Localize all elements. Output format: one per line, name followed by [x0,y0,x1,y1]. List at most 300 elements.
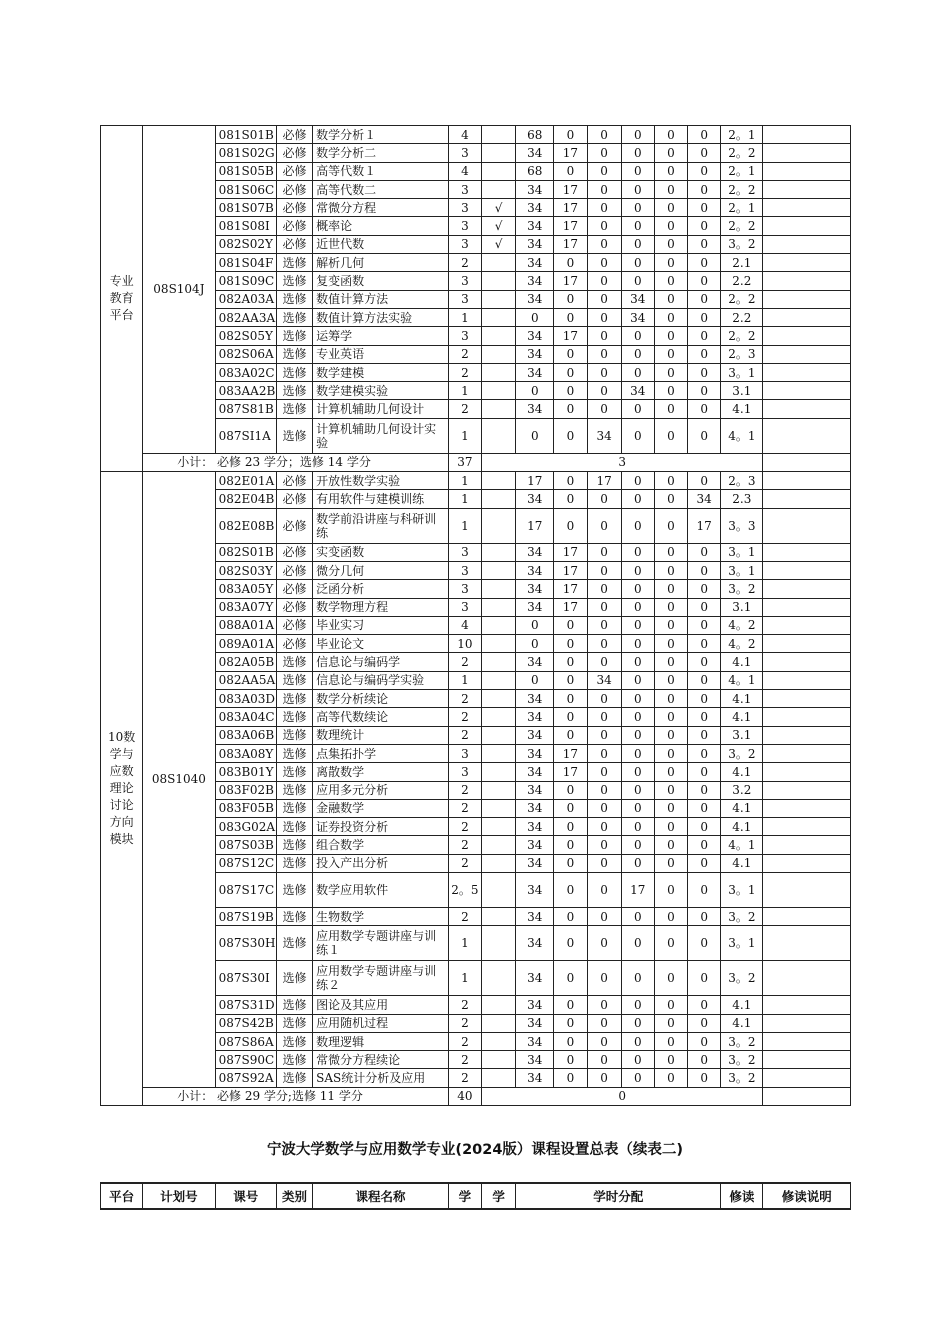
note-cell [763,744,851,762]
hours-computer-cell: 0 [621,726,654,744]
hours-practice-cell: 0 [654,635,687,653]
course-code-cell: 082A05B [215,653,276,671]
table-row [101,472,851,490]
course-type-cell: 选修 [276,726,312,744]
hours-computer-cell: 0 [621,1051,654,1069]
credits-cell: 2 [448,781,481,799]
credits-cell: 2 [448,836,481,854]
course-type-cell: 必修 [276,561,312,579]
course-type-cell: 必修 [276,144,312,162]
credits-cell: 2 [448,345,481,363]
hours-lab-cell: 0 [587,327,621,345]
course-name-cell: 常微分方程 [313,199,449,217]
hours-computer-cell: 0 [621,254,654,272]
hours-extra-cell: 0 [688,272,721,290]
course-code-cell: 083F02B [215,781,276,799]
hours-lecture-cell: 34 [516,561,554,579]
hours-extra-cell: 0 [688,836,721,854]
hours-practice-cell: 0 [654,1069,687,1087]
hours-computer-cell: 0 [621,418,654,453]
note-cell [763,907,851,925]
course-code-cell: 081S09C [215,272,276,290]
credits-cell: 1 [448,382,481,400]
hours-extra-cell: 0 [688,363,721,381]
hours-extra-cell: 0 [688,1069,721,1087]
course-type-cell: 选修 [276,763,312,781]
hours-exercise-cell: 17 [554,763,587,781]
hours-practice-cell: 0 [654,1051,687,1069]
term-cell: 4.1 [721,1014,763,1032]
hours-computer-cell: 0 [621,217,654,235]
hours-computer-cell: 0 [621,1069,654,1087]
hours-lecture-cell: 34 [516,854,554,872]
course-type-cell: 选修 [276,872,312,907]
exam-mark-cell: √ [481,217,515,235]
hours-practice-cell: 0 [654,254,687,272]
hours-practice-cell: 0 [654,290,687,308]
course-name-cell: 常微分方程续论 [313,1051,449,1069]
hours-practice-cell: 0 [654,543,687,561]
hours-computer-cell: 0 [621,818,654,836]
credits-cell: 2 [448,726,481,744]
course-code-cell: 087S03B [215,836,276,854]
hours-computer-cell: 0 [621,907,654,925]
hours-extra-cell: 0 [688,382,721,400]
header-table [100,1182,851,1210]
term-cell: 2。2 [721,180,763,198]
note-cell [763,345,851,363]
hours-practice-cell: 0 [654,926,687,961]
course-type-cell: 选修 [276,818,312,836]
hours-lab-cell: 0 [587,616,621,634]
note-cell [763,382,851,400]
course-type-cell: 选修 [276,418,312,453]
subtotal-note [763,453,851,471]
note-cell [763,162,851,180]
term-cell: 3.2 [721,781,763,799]
hours-lecture-cell: 0 [516,616,554,634]
hours-extra-cell: 0 [688,996,721,1014]
credits-cell: 1 [448,308,481,326]
term-cell: 3。1 [721,543,763,561]
credits-cell: 2 [448,799,481,817]
hours-exercise-cell: 0 [554,708,587,726]
exam-mark-cell [481,653,515,671]
hours-extra-cell: 0 [688,799,721,817]
hours-extra-cell: 0 [688,126,721,144]
term-cell: 3。2 [721,744,763,762]
credits-cell: 1 [448,418,481,453]
course-name-cell: 计算机辅助几何设计 [313,400,449,418]
course-type-cell: 选修 [276,327,312,345]
hours-exercise-cell: 0 [554,382,587,400]
hours-exercise-cell: 0 [554,926,587,961]
exam-mark-cell [481,961,515,996]
course-name-cell: 实变函数 [313,543,449,561]
term-cell: 3。2 [721,1051,763,1069]
hours-extra-cell: 0 [688,671,721,689]
credits-cell: 2 [448,1014,481,1032]
header-name: 课程名称 [313,1183,449,1209]
course-code-cell: 087S31D [215,996,276,1014]
hours-practice-cell: 0 [654,836,687,854]
table-row [101,126,851,144]
exam-mark-cell [481,363,515,381]
hours-exercise-cell: 0 [554,1051,587,1069]
term-cell: 4.1 [721,763,763,781]
course-name-cell: 概率论 [313,217,449,235]
subtotal-credits: 37 [448,453,481,471]
hours-extra-cell: 0 [688,290,721,308]
note-cell [763,580,851,598]
course-name-cell: 开放性数学实验 [313,472,449,490]
term-cell: 2。2 [721,144,763,162]
hours-computer-cell: 0 [621,996,654,1014]
hours-lab-cell: 0 [587,1051,621,1069]
course-type-cell: 选修 [276,781,312,799]
hours-lecture-cell: 34 [516,799,554,817]
hours-exercise-cell: 17 [554,235,587,253]
hours-extra-cell: 0 [688,961,721,996]
course-name-cell: 数学前沿讲座与科研训练 [313,508,449,543]
term-cell: 4。1 [721,671,763,689]
subtotal-row [101,1087,851,1105]
course-code-cell: 087S17C [215,872,276,907]
course-type-cell: 选修 [276,690,312,708]
course-code-cell: 081S04F [215,254,276,272]
course-type-cell: 必修 [276,126,312,144]
hours-computer-cell: 0 [621,616,654,634]
note-cell [763,653,851,671]
hours-lab-cell: 0 [587,290,621,308]
hours-extra-cell: 0 [688,472,721,490]
term-cell: 4。1 [721,836,763,854]
hours-lab-cell: 0 [587,726,621,744]
course-code-cell: 087S92A [215,1069,276,1087]
note-cell [763,144,851,162]
hours-practice-cell: 0 [654,598,687,616]
course-type-cell: 必修 [276,472,312,490]
hours-lab-cell: 0 [587,598,621,616]
course-type-cell: 必修 [276,162,312,180]
course-name-cell: 信息论与编码学实验 [313,671,449,689]
hours-extra-cell: 0 [688,635,721,653]
hours-computer-cell: 0 [621,799,654,817]
term-cell: 3。2 [721,580,763,598]
hours-lab-cell: 0 [587,308,621,326]
hours-extra-cell: 0 [688,543,721,561]
hours-computer-cell: 0 [621,272,654,290]
term-cell: 4.1 [721,799,763,817]
header-exam: 学 [481,1183,515,1209]
term-cell: 3.1 [721,382,763,400]
exam-mark-cell [481,1014,515,1032]
hours-lab-cell: 0 [587,818,621,836]
hours-exercise-cell: 0 [554,690,587,708]
hours-computer-cell: 0 [621,854,654,872]
term-cell: 4.1 [721,708,763,726]
exam-mark-cell [481,763,515,781]
note-cell [763,561,851,579]
subtotal-credits: 40 [448,1087,481,1105]
hours-lecture-cell: 34 [516,363,554,381]
hours-extra-cell: 0 [688,254,721,272]
credits-cell: 2 [448,690,481,708]
course-code-cell: 083A05Y [215,580,276,598]
header-credits: 学 [448,1183,481,1209]
course-code-cell: 087S42B [215,1014,276,1032]
credits-cell: 2。5 [448,872,481,907]
hours-lecture-cell: 34 [516,199,554,217]
note-cell [763,708,851,726]
course-type-cell: 选修 [276,345,312,363]
course-type-cell: 选修 [276,836,312,854]
course-name-cell: 高等代数续论 [313,708,449,726]
note-cell [763,690,851,708]
course-code-cell: 087S90C [215,1051,276,1069]
term-cell: 3。3 [721,508,763,543]
hours-lecture-cell: 34 [516,653,554,671]
term-cell: 2。3 [721,472,763,490]
hours-lab-cell: 0 [587,854,621,872]
hours-exercise-cell: 0 [554,653,587,671]
hours-exercise-cell: 0 [554,726,587,744]
hours-exercise-cell: 0 [554,126,587,144]
course-type-cell: 选修 [276,708,312,726]
course-name-cell: 应用多元分析 [313,781,449,799]
hours-computer-cell: 0 [621,580,654,598]
term-cell: 2.2 [721,308,763,326]
hours-extra-cell: 0 [688,926,721,961]
hours-practice-cell: 0 [654,327,687,345]
hours-exercise-cell: 0 [554,162,587,180]
hours-lecture-cell: 34 [516,961,554,996]
term-cell: 2。3 [721,345,763,363]
hours-lecture-cell: 34 [516,690,554,708]
course-type-cell: 必修 [276,235,312,253]
hours-lab-cell: 0 [587,235,621,253]
hours-lecture-cell: 34 [516,872,554,907]
note-cell [763,180,851,198]
hours-lab-cell: 0 [587,400,621,418]
hours-computer-cell: 0 [621,490,654,508]
credits-cell: 1 [448,490,481,508]
credits-cell: 2 [448,1032,481,1050]
hours-extra-cell: 0 [688,418,721,453]
credits-cell: 3 [448,561,481,579]
note-cell [763,872,851,907]
note-cell [763,671,851,689]
hours-lab-cell: 0 [587,217,621,235]
credits-cell: 3 [448,235,481,253]
exam-mark-cell [481,907,515,925]
hours-lab-cell: 0 [587,1069,621,1087]
exam-mark-cell [481,308,515,326]
exam-mark-cell [481,781,515,799]
term-cell: 3.1 [721,726,763,744]
hours-lecture-cell: 34 [516,345,554,363]
hours-practice-cell: 0 [654,490,687,508]
course-type-cell: 必修 [276,616,312,634]
hours-lecture-cell: 34 [516,781,554,799]
exam-mark-cell [481,580,515,598]
hours-exercise-cell: 0 [554,345,587,363]
note-cell [763,818,851,836]
exam-mark-cell [481,1032,515,1050]
credits-cell: 2 [448,254,481,272]
hours-practice-cell: 0 [654,671,687,689]
hours-computer-cell: 0 [621,1014,654,1032]
course-name-cell: 组合数学 [313,836,449,854]
note-cell [763,490,851,508]
hours-extra-cell: 0 [688,872,721,907]
exam-mark-cell [481,872,515,907]
header-plan: 计划号 [143,1183,215,1209]
course-type-cell: 选修 [276,854,312,872]
course-type-cell: 选修 [276,961,312,996]
note-cell [763,400,851,418]
hours-lab-cell: 0 [587,907,621,925]
hours-lab-cell: 0 [587,836,621,854]
term-cell: 4。2 [721,635,763,653]
hours-exercise-cell: 0 [554,872,587,907]
hours-computer-cell: 0 [621,144,654,162]
plan-number-cell: 08S1040 [143,472,215,1088]
hours-exercise-cell: 17 [554,580,587,598]
exam-mark-cell: √ [481,235,515,253]
note-cell [763,854,851,872]
hours-lab-cell: 0 [587,1032,621,1050]
course-name-cell: 信息论与编码学 [313,653,449,671]
credits-cell: 2 [448,653,481,671]
hours-computer-cell: 34 [621,308,654,326]
hours-computer-cell: 0 [621,671,654,689]
hours-lecture-cell: 34 [516,763,554,781]
hours-extra-cell: 0 [688,400,721,418]
course-code-cell: 082S02Y [215,235,276,253]
hours-extra-cell: 0 [688,690,721,708]
credits-cell: 3 [448,580,481,598]
term-cell: 4.1 [721,818,763,836]
note-cell [763,418,851,453]
hours-computer-cell: 34 [621,290,654,308]
credits-cell: 2 [448,1069,481,1087]
exam-mark-cell [481,508,515,543]
hours-exercise-cell: 0 [554,254,587,272]
exam-mark-cell [481,635,515,653]
course-name-cell: 数学建模实验 [313,382,449,400]
hours-lecture-cell: 34 [516,543,554,561]
hours-exercise-cell: 0 [554,781,587,799]
hours-exercise-cell: 0 [554,290,587,308]
term-cell: 3。2 [721,235,763,253]
term-cell: 2。2 [721,327,763,345]
hours-exercise-cell: 0 [554,616,587,634]
hours-lecture-cell: 17 [516,472,554,490]
course-code-cell: 087S30H [215,926,276,961]
course-type-cell: 必修 [276,217,312,235]
header-hours: 学时分配 [516,1183,721,1209]
hours-exercise-cell: 17 [554,327,587,345]
course-name-cell: 毕业论文 [313,635,449,653]
hours-lab-cell: 0 [587,635,621,653]
hours-practice-cell: 0 [654,561,687,579]
hours-computer-cell: 0 [621,508,654,543]
hours-practice-cell: 0 [654,996,687,1014]
hours-extra-cell: 0 [688,144,721,162]
course-name-cell: 数学分析二 [313,144,449,162]
note-cell [763,199,851,217]
course-name-cell: 解析几何 [313,254,449,272]
exam-mark-cell [481,708,515,726]
hours-lecture-cell: 34 [516,926,554,961]
hours-practice-cell: 0 [654,872,687,907]
hours-extra-cell: 0 [688,308,721,326]
course-name-cell: 微分几何 [313,561,449,579]
note-cell [763,327,851,345]
course-code-cell: 082A03A [215,290,276,308]
hours-exercise-cell: 17 [554,144,587,162]
hours-lecture-cell: 34 [516,1032,554,1050]
term-cell: 4。2 [721,616,763,634]
term-cell: 4.1 [721,690,763,708]
exam-mark-cell [481,327,515,345]
credits-cell: 3 [448,180,481,198]
hours-exercise-cell: 0 [554,508,587,543]
hours-practice-cell: 0 [654,180,687,198]
hours-lecture-cell: 34 [516,1051,554,1069]
hours-lab-cell: 17 [587,472,621,490]
hours-lab-cell: 0 [587,653,621,671]
course-code-cell: 082S01B [215,543,276,561]
note-cell [763,217,851,235]
hours-exercise-cell: 17 [554,744,587,762]
hours-lab-cell: 0 [587,561,621,579]
course-type-cell: 必修 [276,199,312,217]
subtotal-hours: 0 [481,1087,762,1105]
subtotal-label: 小计： 必修 29 学分;选修 11 学分 [143,1087,449,1105]
hours-computer-cell: 0 [621,653,654,671]
course-code-cell: 083G02A [215,818,276,836]
course-table [100,125,851,1106]
hours-extra-cell: 0 [688,907,721,925]
hours-lab-cell: 0 [587,872,621,907]
term-cell: 2.2 [721,272,763,290]
course-code-cell: 087SI1A [215,418,276,453]
note-cell [763,472,851,490]
hours-extra-cell: 0 [688,653,721,671]
course-code-cell: 082AA5A [215,671,276,689]
hours-extra-cell: 0 [688,162,721,180]
course-name-cell: 近世代数 [313,235,449,253]
hours-practice-cell: 0 [654,1014,687,1032]
hours-lab-cell: 0 [587,781,621,799]
course-code-cell: 087S19B [215,907,276,925]
header-code: 课号 [215,1183,276,1209]
hours-lab-cell: 0 [587,1014,621,1032]
hours-extra-cell: 0 [688,616,721,634]
hours-lecture-cell: 0 [516,635,554,653]
course-name-cell: 泛函分析 [313,580,449,598]
term-cell: 3。2 [721,907,763,925]
course-type-cell: 选修 [276,671,312,689]
exam-mark-cell [481,472,515,490]
header-row [101,1183,851,1209]
note-cell [763,126,851,144]
hours-computer-cell: 0 [621,598,654,616]
hours-lecture-cell: 34 [516,290,554,308]
exam-mark-cell [481,818,515,836]
